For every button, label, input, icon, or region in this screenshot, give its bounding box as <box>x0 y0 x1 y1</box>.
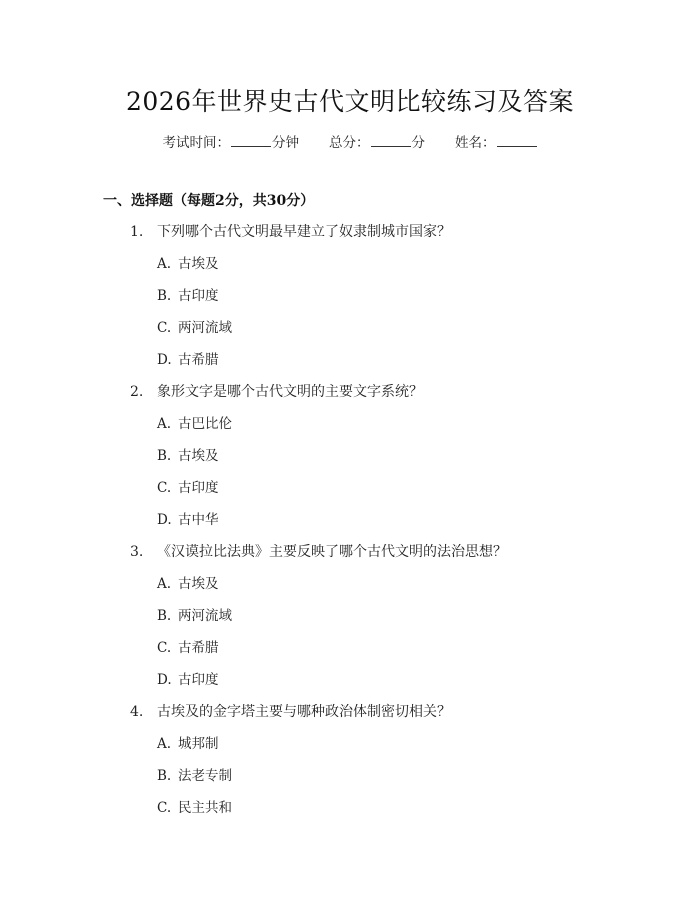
option-text: 古巴比伦 <box>178 416 232 432</box>
option-text: 古埃及 <box>178 448 219 464</box>
option-letter: B. <box>157 768 172 784</box>
option-letter: A. <box>157 736 172 752</box>
answer-option <box>0 734 700 766</box>
total-score-unit: 分 <box>411 135 425 151</box>
answer-option <box>0 414 700 446</box>
question-text: 下列哪个古代文明最早建立了奴隶制城市国家？ <box>157 224 451 240</box>
answer-option <box>0 478 700 510</box>
option-text: 两河流域 <box>178 320 232 336</box>
answer-option <box>0 446 700 478</box>
option-letter: D. <box>157 352 172 368</box>
section-title: 一、选择题（每题2分，共30分） <box>103 193 315 209</box>
question-stem <box>0 382 700 414</box>
answer-option <box>0 670 700 702</box>
option-letter: A. <box>157 576 172 592</box>
exam-time-field <box>163 131 300 151</box>
answer-option <box>0 766 700 798</box>
exam-time-unit: 分钟 <box>272 135 299 151</box>
option-letter: B. <box>157 288 172 304</box>
option-text: 古埃及 <box>178 256 219 272</box>
option-letter: D. <box>157 672 172 688</box>
option-letter: C. <box>157 800 172 816</box>
answer-option <box>0 574 700 606</box>
option-text: 古埃及 <box>178 576 219 592</box>
option-text: 古希腊 <box>178 352 219 368</box>
option-text: 城邦制 <box>178 736 219 752</box>
answer-option <box>0 510 700 542</box>
option-letter: C. <box>157 320 172 336</box>
answer-option <box>0 606 700 638</box>
option-text: 古印度 <box>178 672 219 688</box>
name-label: 姓名： <box>455 135 496 151</box>
option-text: 法老专制 <box>178 768 232 784</box>
answer-option <box>0 638 700 670</box>
page-title: 2026年世界史古代文明比较练习及答案 <box>125 87 575 116</box>
option-letter: C. <box>157 640 172 656</box>
answer-option <box>0 286 700 318</box>
question-number: 4. <box>130 704 144 720</box>
exam-time-label: 考试时间： <box>162 135 230 151</box>
option-letter: A. <box>157 416 172 432</box>
option-text: 古希腊 <box>178 640 219 656</box>
option-letter: C. <box>157 480 172 496</box>
option-text: 古中华 <box>178 512 219 528</box>
question-number: 1. <box>130 224 144 240</box>
option-letter: B. <box>157 608 172 624</box>
question-stem <box>0 542 700 574</box>
option-text: 两河流域 <box>178 608 232 624</box>
option-text: 古印度 <box>178 480 219 496</box>
option-text: 民主共和 <box>178 800 232 816</box>
option-letter: A. <box>157 256 172 272</box>
answer-option <box>0 350 700 382</box>
option-text: 古印度 <box>178 288 219 304</box>
name-blank <box>497 134 537 147</box>
question-number: 2. <box>130 384 144 400</box>
answer-option <box>0 798 700 830</box>
question-stem <box>0 702 700 734</box>
question-text: 《汉谟拉比法典》主要反映了哪个古代文明的法治思想？ <box>157 544 507 560</box>
question-text: 古埃及的金字塔主要与哪种政治体制密切相关？ <box>157 704 451 720</box>
question-list <box>0 222 700 830</box>
total-score-field <box>329 131 425 151</box>
question-text: 象形文字是哪个古代文明的主要文字系统？ <box>157 384 423 400</box>
option-letter: B. <box>157 448 172 464</box>
total-score-label: 总分： <box>329 135 370 151</box>
total-score-blank <box>371 134 411 147</box>
question-stem <box>0 222 700 254</box>
name-field <box>455 131 538 151</box>
answer-option <box>0 318 700 350</box>
question-number: 3. <box>130 544 144 560</box>
answer-option <box>0 254 700 286</box>
option-letter: D. <box>157 512 172 528</box>
exam-time-blank <box>231 134 271 147</box>
exam-info-row <box>0 131 700 151</box>
